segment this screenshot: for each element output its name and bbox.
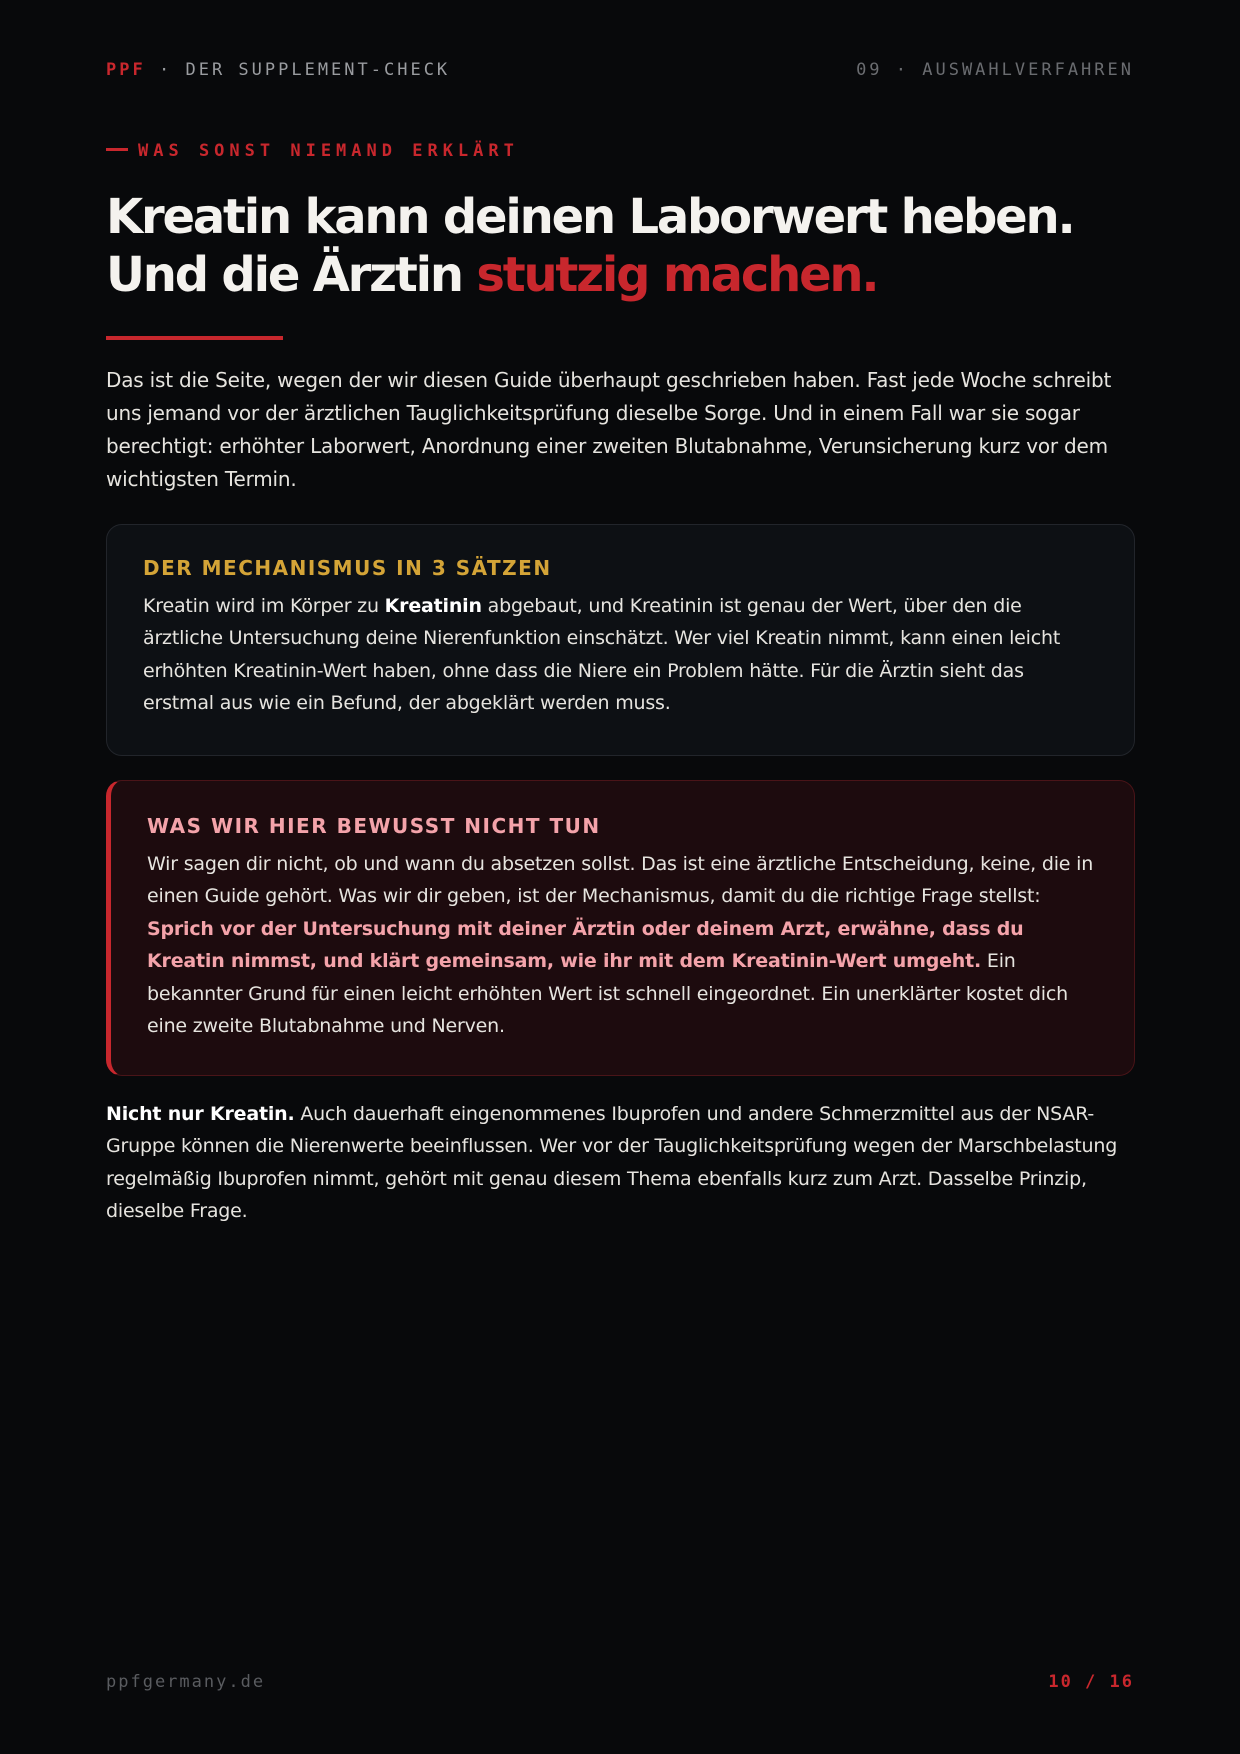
mechanism-heading: DER MECHANISMUS IN 3 SÄTZEN bbox=[143, 556, 552, 580]
note-text: Auch dauerhaft eingenommenes Ibuprofen und andere Schmerzmittel aus der NSAR-Gruppe können die Nierenwerte beeinflussen. Wer vor der Tauglichkeitsprüfung wegen der Marschbelastung regelmäßig Ibuprofen nimmt, gehört mit genau diesem Thema ebenfalls kurz zum Arzt. Dasselbe Prinzip, dieselbe Frage. bbox=[106, 1103, 1118, 1223]
warning-highlight: Sprich vor der Untersuchung mit deiner Ärztin oder deinem Arzt, erwähne, dass du Kreatin nimmst, und klärt gemeinsam, wie ihr mit dem Kreatinin-Wert umgeht. bbox=[147, 917, 1024, 973]
warning-text bbox=[147, 848, 1094, 1042]
mechanism-box bbox=[106, 524, 1135, 756]
header-separator: · bbox=[158, 60, 173, 80]
title-accent: stutzig machen. bbox=[476, 247, 878, 303]
warning-box bbox=[106, 780, 1135, 1076]
mechanism-text-start: Kreatin wird im Körper zu bbox=[143, 595, 385, 617]
eyebrow bbox=[106, 141, 519, 163]
title-underline bbox=[106, 336, 283, 340]
title-line-1: Kreatin kann deinen Laborwert heben. bbox=[106, 189, 1074, 245]
mechanism-text bbox=[143, 590, 1098, 720]
header-left bbox=[106, 60, 450, 80]
eyebrow-text: WAS SONST NIEMAND ERKLÄRT bbox=[138, 141, 519, 161]
warning-heading: WAS WIR HIER BEWUSST NICHT TUN bbox=[147, 814, 601, 838]
mechanism-keyword: Kreatinin bbox=[384, 595, 482, 617]
section-label: DER SUPPLEMENT-CHECK bbox=[185, 60, 451, 80]
note-paragraph bbox=[106, 1098, 1136, 1228]
page-title bbox=[106, 188, 1136, 304]
page-number: 10 / 16 bbox=[1048, 1672, 1134, 1692]
brand-label: PPF bbox=[106, 60, 146, 80]
chapter-label: 09 · AUSWAHLVERFAHREN bbox=[856, 60, 1134, 80]
header-row bbox=[106, 60, 1134, 84]
note-lead: Nicht nur Kreatin. bbox=[106, 1103, 295, 1125]
footer-url: ppfgermany.de bbox=[106, 1672, 266, 1692]
title-line-2-prefix: Und die Ärztin bbox=[106, 247, 477, 303]
eyebrow-dash bbox=[106, 148, 128, 151]
mechanism-text-end: abgebaut, und Kreatinin ist genau der Wert, über den die ärztliche Untersuchung deine Nierenfunktion einschätzt. Wer viel Kreatin nimmt, kann einen leicht erhöhten Kreatinin-Wert haben, ohne dass die Niere ein Problem hätte. Für die Ärztin sieht das erstmal aus wie ein Befund, der abgeklärt werden muss. bbox=[143, 595, 1061, 715]
intro-paragraph: Das ist die Seite, wegen der wir diesen Guide überhaupt geschrieben haben. Fast jede Woche schreibt uns jemand vor der ärztlichen Tauglichkeitsprüfung dieselbe Sorge. Und in einem Fall war sie sogar berechtigt: erhöhter Laborwert, Anordnung einer zweiten Blutabnahme, Verunsicherung kurz vor dem wichtigsten Termin. bbox=[106, 368, 1112, 491]
warning-text-start: Wir sagen dir nicht, ob und wann du absetzen sollst. Das ist eine ärztliche Entscheidung, keine, die in einen Guide gehört. Was wir dir geben, ist der Mechanismus, damit du die richtige Frage stellst: bbox=[147, 853, 1094, 908]
warning-text-end: Ein bekannter Grund für einen leicht erhöhten Wert ist schnell eingeordnet. Ein unerklärter kostet dich eine zweite Blutabnahme und Nerven. bbox=[147, 950, 1068, 1038]
